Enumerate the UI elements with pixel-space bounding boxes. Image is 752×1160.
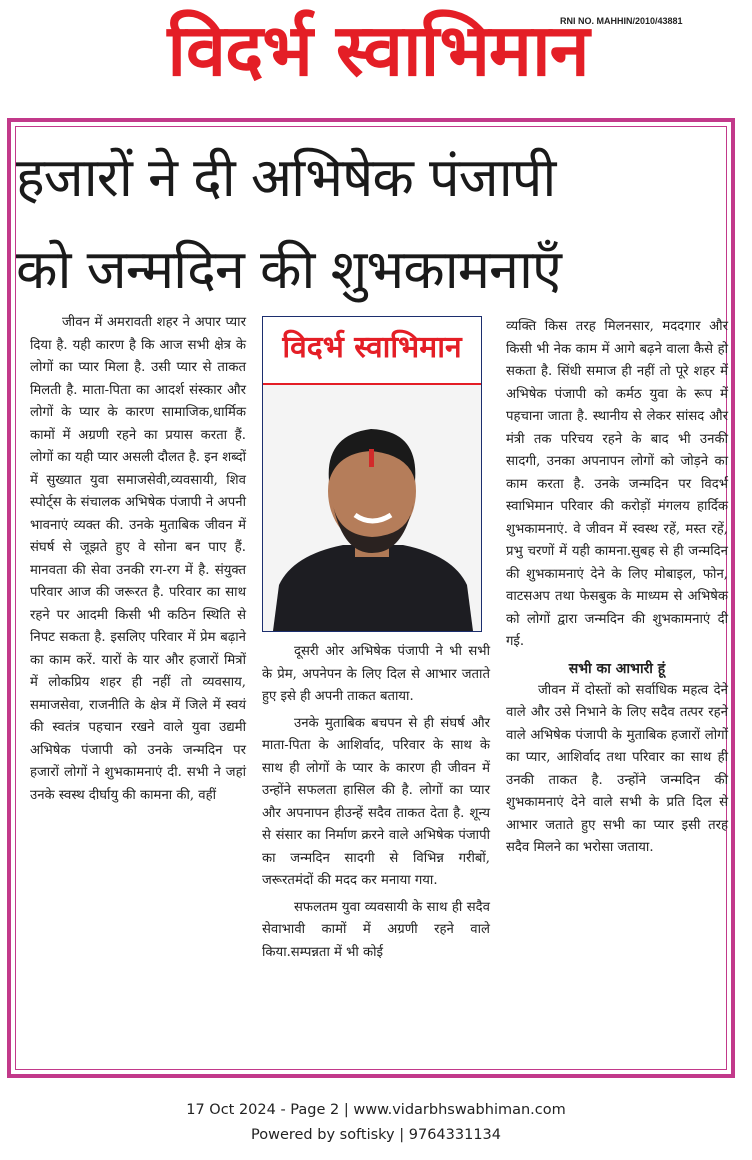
- article-column-2: [262, 641, 490, 964]
- article-photo: [262, 316, 482, 632]
- article-column-1: [30, 312, 246, 807]
- article-column-3: [506, 316, 728, 860]
- column-1-paragraph: जीवन में अमरावती शहर ने अपार प्यार दिया है. यही कारण है कि आज सभी क्षेत्र के लोगों का प्यार मिला है. उसी प्यार से ताकत मिलती है. माता-पिता का आदर्श संस्कार और लोगों के प्यार के कारण सामाजिक,धार्मिक कामों में अग्रणी रहने का प्रयास करता हैं. लोगों का यही प्यार असली दौलत है. इन शब्दों में सुख्यात युवा समाजसेवी,व्यवसायी, शिव स्पोर्ट्स के संचालक अभिषेक पंजापी ने अपनी भावनाएं व्यक्त की. उनके मुताबिक जीवन में संघर्ष से जूझते हुए वे सोना बन पाए हैं. मानवता की सेवा उनकी रग-रग में है. संयुक्त परिवार आज की जरूरत है. परिवार का साथ रहने पर आदमी किसी भी कठिन स्थिति से निपट सकता है. इसलिए परिवार में प्रेम बढ़ाने का काम करें. यारों के यार और हजारों मित्रों में लोकप्रिय शहर ही नहीं तो व्यवसाय, समाजसेवा, राजनीति के क्षेत्र में जिले में स्वयं की स्वतंत्र पहचान रखने वाले युवा उद्यमी अभिषेक पंजापी को उनके जन्मदिन पर हजारों लोगों ने शुभकामनाएं दी. सभी ने जहां उनके स्वस्थ दीर्घायु की कामना की, वहीं: [30, 315, 246, 803]
- newspaper-title: विदर्भ स्वाभिमान: [167, 8, 589, 92]
- portrait-photo: [263, 385, 481, 631]
- headline-line-1: हजारों ने दी अभिषेक पंजापी: [16, 146, 556, 209]
- headline-line-2: को जन्मदिन की शुभकामनाएँ: [16, 238, 561, 301]
- article-headline: [16, 132, 736, 316]
- tilak-mark: [369, 449, 374, 467]
- column-3-paragraph-1: व्यक्ति किस तरह मिलनसार, मददगार और किसी भी नेक काम में आगे बढ़ने वाला कैसे हो सकता है. सिंधी समाज ही नहीं तो पूरे शहर में अभिषेक पंजापी को कर्मठ युवा के रूप में पहचाना जाता है. स्थानीय से लेकर सांसद और मंत्री तक परिचय रहने के बाद भी उनकी सादगी, उनका अपनापन लोगों को जोड़ने का काम करता है. उनके जन्मदिन पर विदर्भ स्वाभिमान परिवार की करोड़ों मंगलय हार्दिक शुभकामनाएं. वे जीवन में स्वस्थ रहें, मस्त रहें, प्रभु चरणों में यही कामना.सुबह से ही जन्मदिन की शुभकामनाएं देने के लिए मोबाइल, फोन, वाटसअप तथा फेसबुक के माध्यम से अभिषेक को लोगों द्वारा जन्मदिन की शुभकामनाएं दी गई.: [506, 319, 728, 649]
- footer-date-website: 17 Oct 2024 - Page 2 | www.vidarbhswabhiman.com: [186, 1102, 566, 1118]
- column-2-paragraph-1: दूसरी ओर अभिषेक पंजापी ने भी सभी के प्रेम, अपनेपन के लिए दिल से आभार जताते हुए इसे ही अपनी ताकत बताया.: [262, 644, 490, 704]
- column-3-paragraph-2: जीवन में दोस्तों को सर्वाधिक महत्व देने वाले और उसे निभाने के लिए सदैव तत्पर रहने वाले अभिषेक पंजापी के मुताबिक हजारों लोगों का प्यार, आशिर्वाद तथा परिवार का साथ ही उनकी ताकत है. उन्होंने जन्मदिन की शुभकामनाएं देने वाले सभी के प्रति दिल से आभार जताते हुए सभी का प्यार इसी तरह सदैव मिलने का भरोसा जताया.: [506, 682, 728, 855]
- column-2-paragraph-2: उनके मुताबिक बचपन से ही संघर्ष और माता-पिता के आशिर्वाद, परिवार के साथ के साथ ही लोगों के प्यार के कारण ही जीवन में उन्होंने सफलता हासिल की है. लोगों का प्यार और अपनापन हीउन्हें सदैव ताकत देता है. शून्य से संसार का निर्माण क्ररने वाले अभिषेक पंजापी का जन्मदिन सादगी से विभिन्न गरीबों, जरूरतमंदों की मदद कर मनाया गया.: [262, 715, 490, 888]
- photo-masthead: विदर्भ स्वाभिमान: [263, 317, 481, 385]
- column-2-paragraph-3: सफलतम युवा व्यवसायी के साथ ही सदैव सेवाभावी कामों में अग्रणी रहने वाले किया.सम्पन्नता में भी कोई: [262, 899, 490, 960]
- footer-powered-by: Powered by softisky | 9764331134: [250, 1127, 501, 1143]
- newspaper-masthead: [0, 0, 752, 112]
- column-3-subheading: सभी का आभारी हूं: [568, 660, 666, 677]
- rni-number: RNI NO. MAHHIN/2010/43881: [560, 16, 683, 26]
